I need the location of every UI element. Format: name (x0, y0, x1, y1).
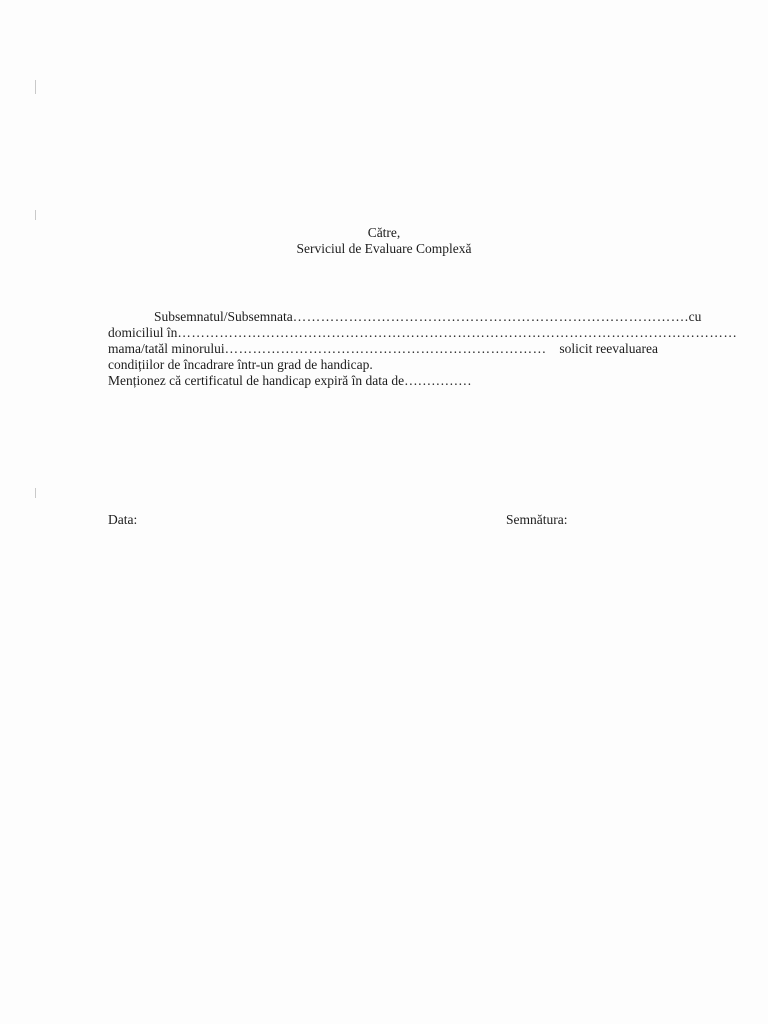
addressee-to: Către, (367, 225, 401, 240)
body-line-address (108, 325, 738, 341)
request-body (108, 309, 738, 389)
scan-edge-mark (35, 210, 36, 220)
conditions-text: condițiilor de încadrare într-un grad de handicap. (108, 357, 373, 372)
body-line-conditions (108, 357, 658, 373)
signature-label: Semnătura: (506, 512, 568, 527)
addressee-recipient: Serviciul de Evaluare Complexă (296, 241, 472, 256)
signatory-tail: cu (688, 309, 702, 324)
body-line-signatory (108, 309, 702, 325)
address-fill-line: ………………………………………………………………………………………………………… (177, 325, 738, 340)
signatory-label: Subsemnatul/Subsemnata (154, 309, 293, 324)
signatory-fill-line: …………………………………………………………………………. (292, 309, 689, 324)
address-label: domiciliul în (108, 325, 178, 340)
date-label: Data: (108, 512, 138, 527)
minor-fill-line: …………………………………………………………… (224, 341, 547, 356)
expiry-text: Menționez că certificatul de handicap expiră în data de…………… (108, 373, 472, 388)
scan-edge-mark (35, 80, 36, 94)
minor-tail: solicit reevaluarea (559, 341, 658, 356)
scan-edge-mark (35, 488, 36, 498)
body-line-expiry (108, 373, 658, 389)
body-line-minor (108, 341, 658, 357)
addressee-block (0, 225, 768, 257)
minor-label: mama/tatăl minorului (108, 341, 225, 356)
